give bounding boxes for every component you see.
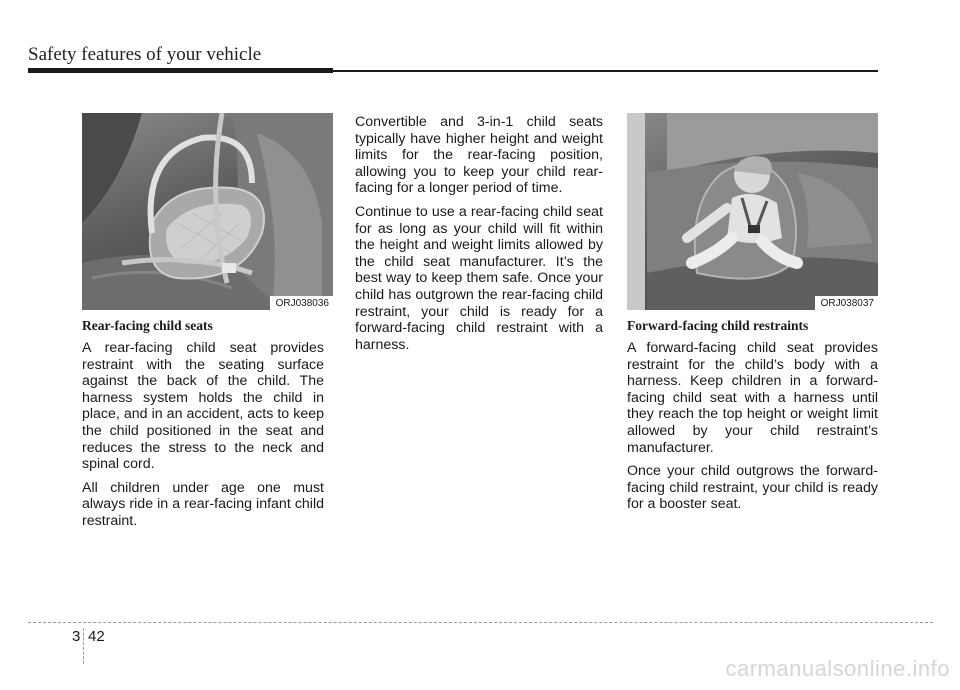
figure-code: ORJ038037 (815, 296, 878, 310)
rear-facing-seat-illustration (82, 113, 333, 310)
footer-divider (83, 628, 84, 664)
right-column (627, 318, 878, 520)
footer-rule (28, 622, 933, 623)
paragraph: Once your child outgrows the forward-facing child restraint, your child is ready for a booster seat. (627, 463, 878, 513)
header-rule (28, 68, 333, 73)
page-number: 42 (88, 628, 105, 645)
chapter-number: 3 (72, 628, 81, 645)
paragraph: All children under age one must always ride in a rear-facing infant child restraint. (82, 479, 324, 529)
left-column (82, 318, 324, 537)
figure-code: ORJ038036 (270, 296, 333, 310)
page-header-title: Safety features of your vehicle (28, 44, 262, 65)
figure-rear-facing-seat (82, 113, 333, 310)
paragraph: Convertible and 3-in-1 child seats typically have higher height and weight limits for the rear-facing position, allowing you to keep your child rear-facing for a longer period of time. (355, 114, 603, 197)
figure-forward-facing-seat (627, 113, 878, 310)
paragraph: Continue to use a rear-facing child seat for as long as your child will fit within the height and weight limits allowed by the child seat manufacturer. It’s the best way to keep them safe. Once your child has outgrown the rear-facing child restraint, your child is ready for a forward-facing child restraint with a harness. (355, 203, 603, 353)
middle-column (355, 114, 603, 360)
paragraph: A rear-facing child seat provides restraint with the seating surface against the back of the child. The harness system holds the child in place, and in an accident, acts to keep the child positioned in the seat and reduces the stress to the neck and spinal cord. (82, 340, 324, 473)
paragraph: A forward-facing child seat provides restraint for the child’s body with a harness. Keep children in a forward-facing child seat with a harness until they reach the top height or weight limit allowed by your child restraint’s manufacturer. (627, 340, 878, 456)
section-heading: Rear-facing child seats (82, 318, 213, 333)
forward-facing-seat-illustration (627, 113, 878, 310)
section-heading: Forward-facing child restraints (627, 318, 809, 333)
watermark: carmanualsonline.info (725, 656, 950, 681)
header-rule-thin (333, 70, 878, 72)
